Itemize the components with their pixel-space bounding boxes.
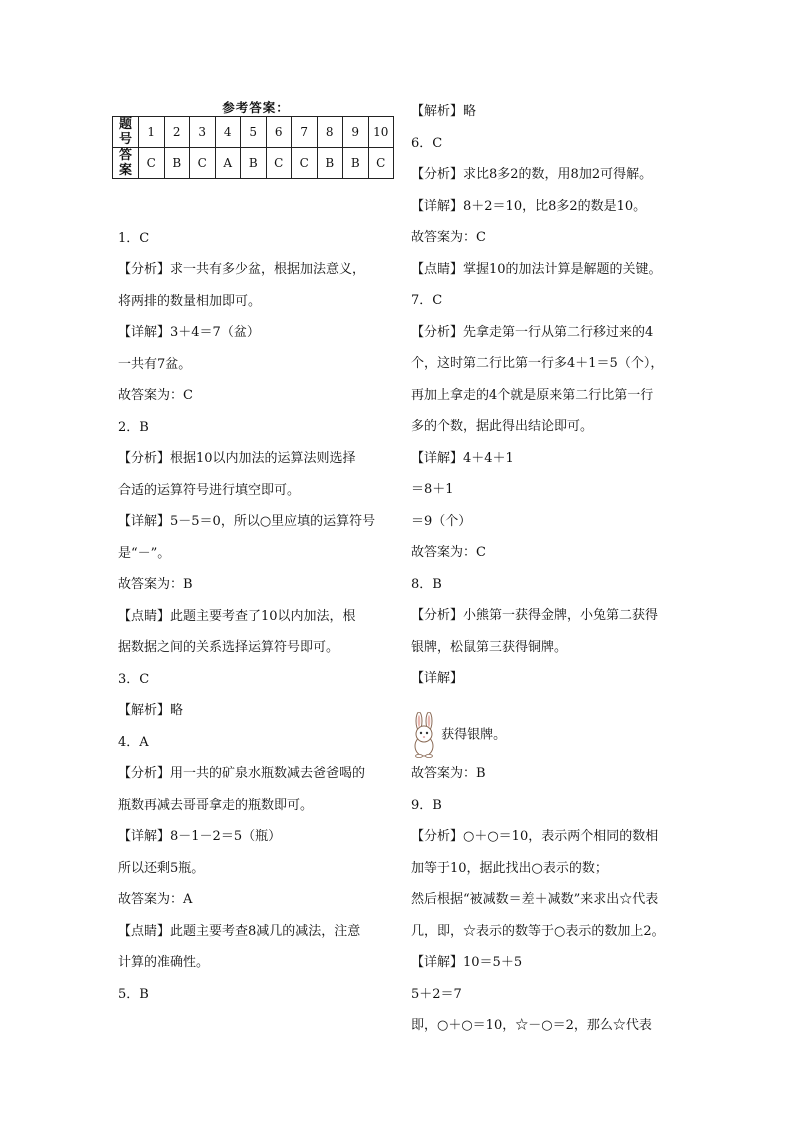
- table-cell: C: [292, 148, 318, 179]
- text-line: 故答案为：C: [411, 545, 486, 560]
- table-cell: B: [317, 148, 343, 179]
- text-line: 2．B: [118, 420, 149, 435]
- text-line: 【点睛】掌握10的加法计算是解题的关键。: [411, 262, 662, 277]
- text-line: 5．B: [118, 987, 149, 1002]
- left-column: [118, 0, 408, 1123]
- right-column: [411, 0, 701, 1123]
- table-cell: 9: [343, 117, 369, 148]
- text-line: 【分析】用一共的矿泉水瓶数减去爸爸喝的: [118, 766, 366, 781]
- rabbit-line: [411, 712, 506, 758]
- text-line: 故答案为：B: [411, 766, 486, 781]
- text-line: 故答案为：C: [411, 230, 486, 245]
- text-line: 将两排的数量相加即可。: [118, 294, 262, 309]
- text-line: 6．C: [411, 136, 443, 151]
- answer-table-title: 参考答案：: [222, 100, 290, 115]
- row-header-answer: 答 案: [113, 148, 139, 179]
- text-line: 计算的准确性。: [118, 955, 210, 970]
- row-header-number: 题 号: [113, 117, 139, 148]
- text-line: 【详解】8＋2＝10，比8多2的数是10。: [411, 199, 647, 214]
- text-line: 一共有7盆。: [118, 357, 192, 372]
- text-line: 【详解】: [411, 671, 464, 686]
- rabbit-icon: [411, 712, 437, 758]
- text-line: 8．B: [411, 577, 442, 592]
- table-cell: 3: [190, 117, 216, 148]
- text-line: 【解析】略: [118, 703, 184, 718]
- text-line: 【详解】5－5＝0，所以○里应填的运算符号: [118, 514, 376, 529]
- text-line: 故答案为：C: [118, 388, 193, 403]
- text-line: 【分析】根据10以内加法的运算法则选择: [118, 451, 356, 466]
- text-line: 【分析】求比8多2的数，用8加2可得解。: [411, 167, 653, 182]
- text-line: 故答案为：A: [118, 892, 193, 907]
- text-line: 4．A: [118, 735, 149, 750]
- text-line: 故答案为：B: [118, 577, 193, 592]
- text-line: 【分析】求一共有多少盆，根据加法意义，: [118, 262, 366, 277]
- text-line: 【详解】8－1－2＝5（瓶）: [118, 829, 282, 844]
- table-cell: C: [266, 148, 292, 179]
- table-cell: 1: [139, 117, 165, 148]
- text-line: 【解析】略: [411, 104, 477, 119]
- text-line: 【分析】先拿走第一行从第二行移过来的4: [411, 325, 654, 340]
- text-line: 多的个数，据此得出结论即可。: [411, 419, 594, 434]
- text-line: 【点睛】此题主要考查了10以内加法，根: [118, 609, 356, 624]
- table-cell: B: [343, 148, 369, 179]
- text-line: 5＋2＝7: [411, 987, 462, 1002]
- table-cell: 5: [241, 117, 267, 148]
- text-line: 9．B: [411, 798, 442, 813]
- text-line: 【点睛】此题主要考查8减几的减法，注意: [118, 924, 361, 939]
- text-line: 再加上拿走的4个就是原来第二行比第一行: [411, 388, 654, 403]
- text-line: ＝8＋1: [411, 482, 454, 497]
- text-line: 7．C: [411, 293, 443, 308]
- text-line: 银牌，松鼠第三获得铜牌。: [411, 640, 568, 655]
- text-line: 即，○＋○＝10，☆－○＝2，那么☆代表: [411, 1018, 652, 1033]
- table-cell: 7: [292, 117, 318, 148]
- table-cell: A: [215, 148, 241, 179]
- table-cell: 10: [368, 117, 394, 148]
- text-line: 【分析】○＋○＝10，表示两个相同的数相: [411, 829, 659, 844]
- text-line: ＝9（个）: [411, 514, 472, 529]
- table-cell: 6: [266, 117, 292, 148]
- text-line: 1．C: [118, 231, 150, 246]
- table-cell: B: [241, 148, 267, 179]
- text-line: 据数据之间的关系选择运算符号即可。: [118, 640, 340, 655]
- text-line: 合适的运算符号进行填空即可。: [118, 483, 301, 498]
- table-cell: C: [139, 148, 165, 179]
- table-cell: C: [368, 148, 394, 179]
- text-line: 几，即，☆表示的数等于○表示的数加上2。: [411, 924, 665, 939]
- table-cell: B: [164, 148, 190, 179]
- text-line: 然后根据“被减数＝差＋减数”来求出☆代表: [411, 892, 659, 907]
- text-line: 瓶数再减去哥哥拿走的瓶数即可。: [118, 798, 314, 813]
- table-cell: 2: [164, 117, 190, 148]
- text-line: 个，这时第二行比第一行多4＋1＝5（个），: [411, 356, 664, 371]
- table-cell: 8: [317, 117, 343, 148]
- rabbit-caption: 获得银牌。: [441, 727, 507, 743]
- table-cell: C: [190, 148, 216, 179]
- text-line: 【详解】4＋4＋1: [411, 451, 514, 466]
- text-line: 3．C: [118, 672, 150, 687]
- text-line: 【详解】10＝5＋5: [411, 955, 523, 970]
- table-cell: 4: [215, 117, 241, 148]
- text-line: 【分析】小熊第一获得金牌，小兔第二获得: [411, 608, 659, 623]
- text-line: 是“－”。: [118, 546, 171, 561]
- text-line: 加等于10，据此找出○表示的数；: [411, 861, 608, 876]
- text-line: 所以还剩5瓶。: [118, 861, 205, 876]
- text-line: 【详解】3＋4＝7（盆）: [118, 325, 260, 340]
